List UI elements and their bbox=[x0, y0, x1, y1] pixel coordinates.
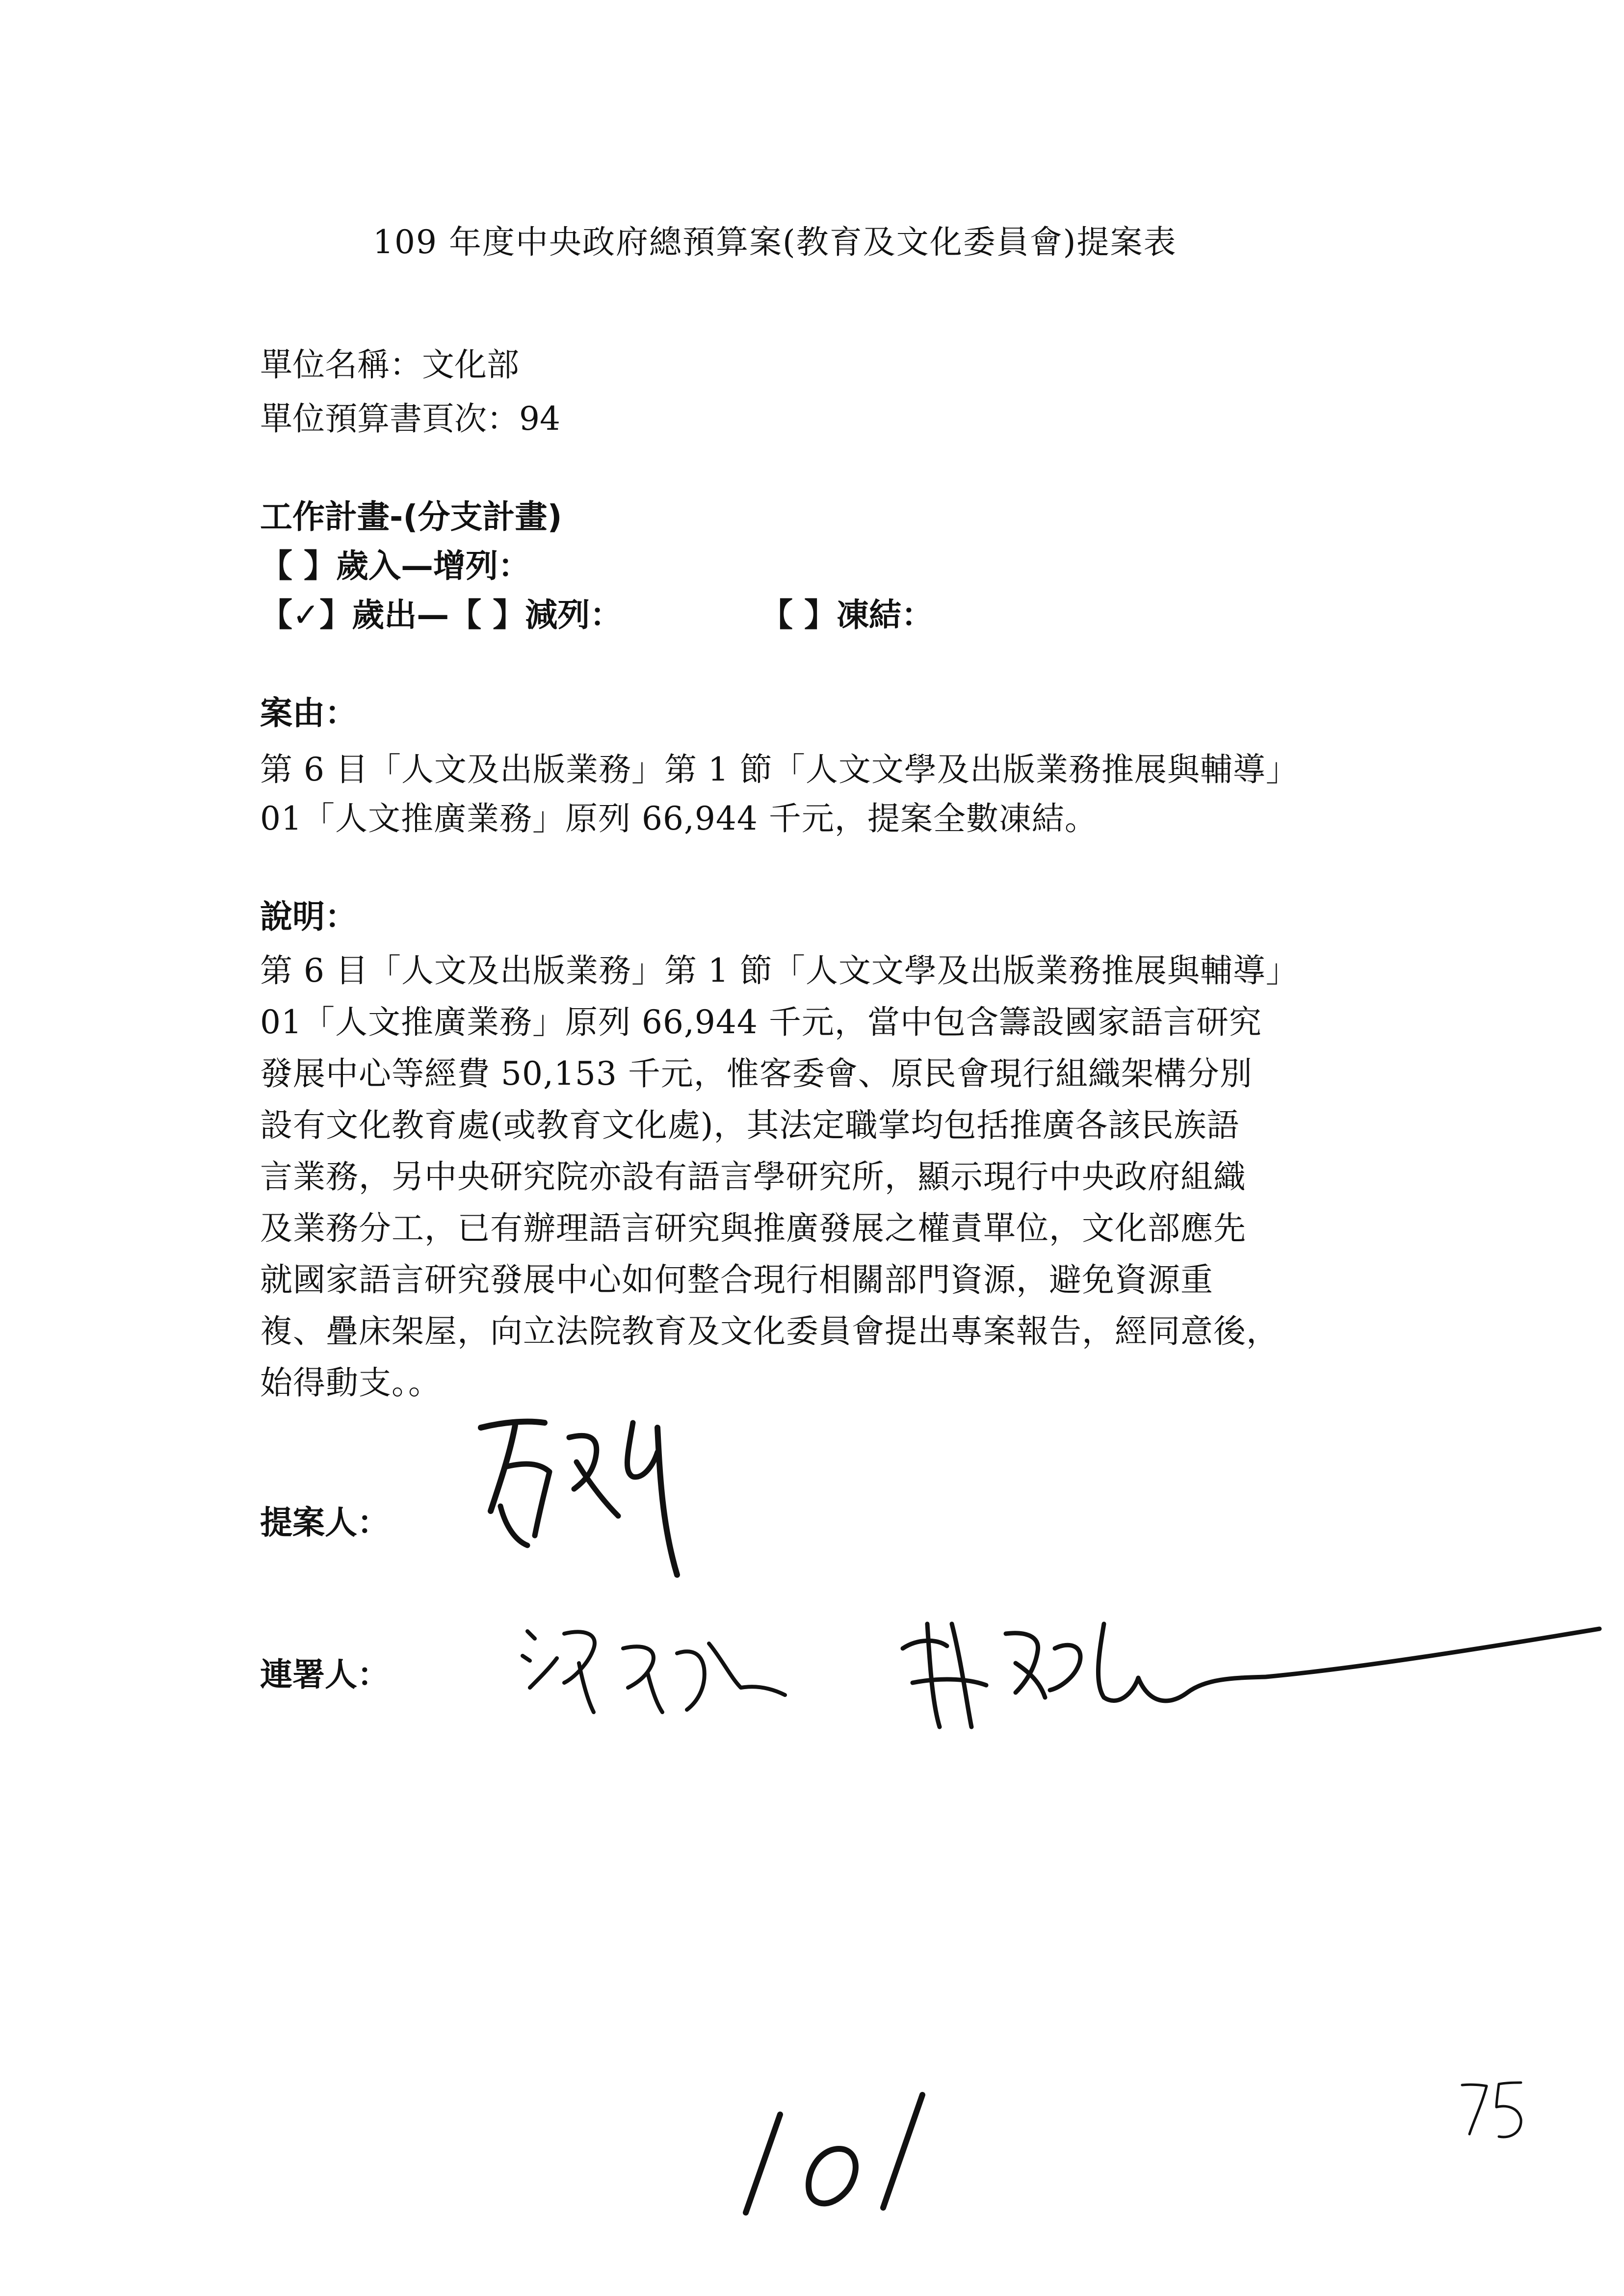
explanation-line: 及業務分工，已有辦理語言研究與推廣發展之權責單位，文化部應先 bbox=[260, 1209, 1246, 1247]
budget-page-number: 單位預算書頁次：94 bbox=[260, 400, 560, 438]
cosigner-signature bbox=[515, 1614, 810, 1727]
explanation-line: 就國家語言研究發展中心如何整合現行相關部門資源，避免資源重 bbox=[260, 1261, 1213, 1299]
explanation-line: 發展中心等經費 50,153 千元，惟客委會、原民會現行組織架構分別 bbox=[260, 1055, 1253, 1093]
explanation-line: 01「人文推廣業務」原列 66,944 千元，當中包含籌設國家語言研究 bbox=[260, 1003, 1262, 1041]
reason-heading: 案由： bbox=[260, 694, 357, 732]
explanation-line: 言業務，另中央研究院亦設有語言學研究所，顯示現行中央政府組織 bbox=[260, 1158, 1246, 1196]
proposer-label: 提案人： bbox=[260, 1504, 390, 1541]
cosigner-signature bbox=[893, 1604, 1609, 1781]
document-title: 109 年度中央政府總預算案(教育及文化委員會)提案表 bbox=[373, 223, 1177, 261]
cosigner-label: 連署人： bbox=[260, 1656, 390, 1694]
income-increase-option: 【 】歲入—增列： bbox=[260, 547, 530, 585]
explanation-line: 複、疊床架屋，向立法院教育及文化委員會提出專案報告，經同意後， bbox=[260, 1312, 1279, 1350]
explanation-line: 設有文化教育處(或教育文化處)，其法定職掌均包括推廣各該民族語 bbox=[260, 1106, 1240, 1144]
unit-name: 單位名稱：文化部 bbox=[260, 346, 519, 384]
work-plan-heading: 工作計畫-(分支計畫) bbox=[260, 498, 562, 536]
handwritten-page-number bbox=[726, 2085, 962, 2232]
expense-decrease-option: 【✓】歲出—【 】減列： bbox=[260, 596, 623, 634]
freeze-option: 【 】凍結： bbox=[760, 596, 934, 634]
explanation-line: 第 6 目「人文及出版業務」第 1 節「人文文學及出版業務推展與輔導」 bbox=[260, 952, 1299, 990]
handwritten-corner-number bbox=[1452, 2070, 1536, 2149]
reason-line: 第 6 目「人文及出版業務」第 1 節「人文文學及出版業務推展與輔導」 bbox=[260, 751, 1299, 788]
reason-line: 01「人文推廣業務」原列 66,944 千元，提案全數凍結。 bbox=[260, 800, 1098, 837]
explanation-heading: 說明： bbox=[260, 898, 357, 936]
proposer-signature bbox=[471, 1408, 726, 1604]
explanation-line: 始得動支。。 bbox=[260, 1364, 441, 1402]
